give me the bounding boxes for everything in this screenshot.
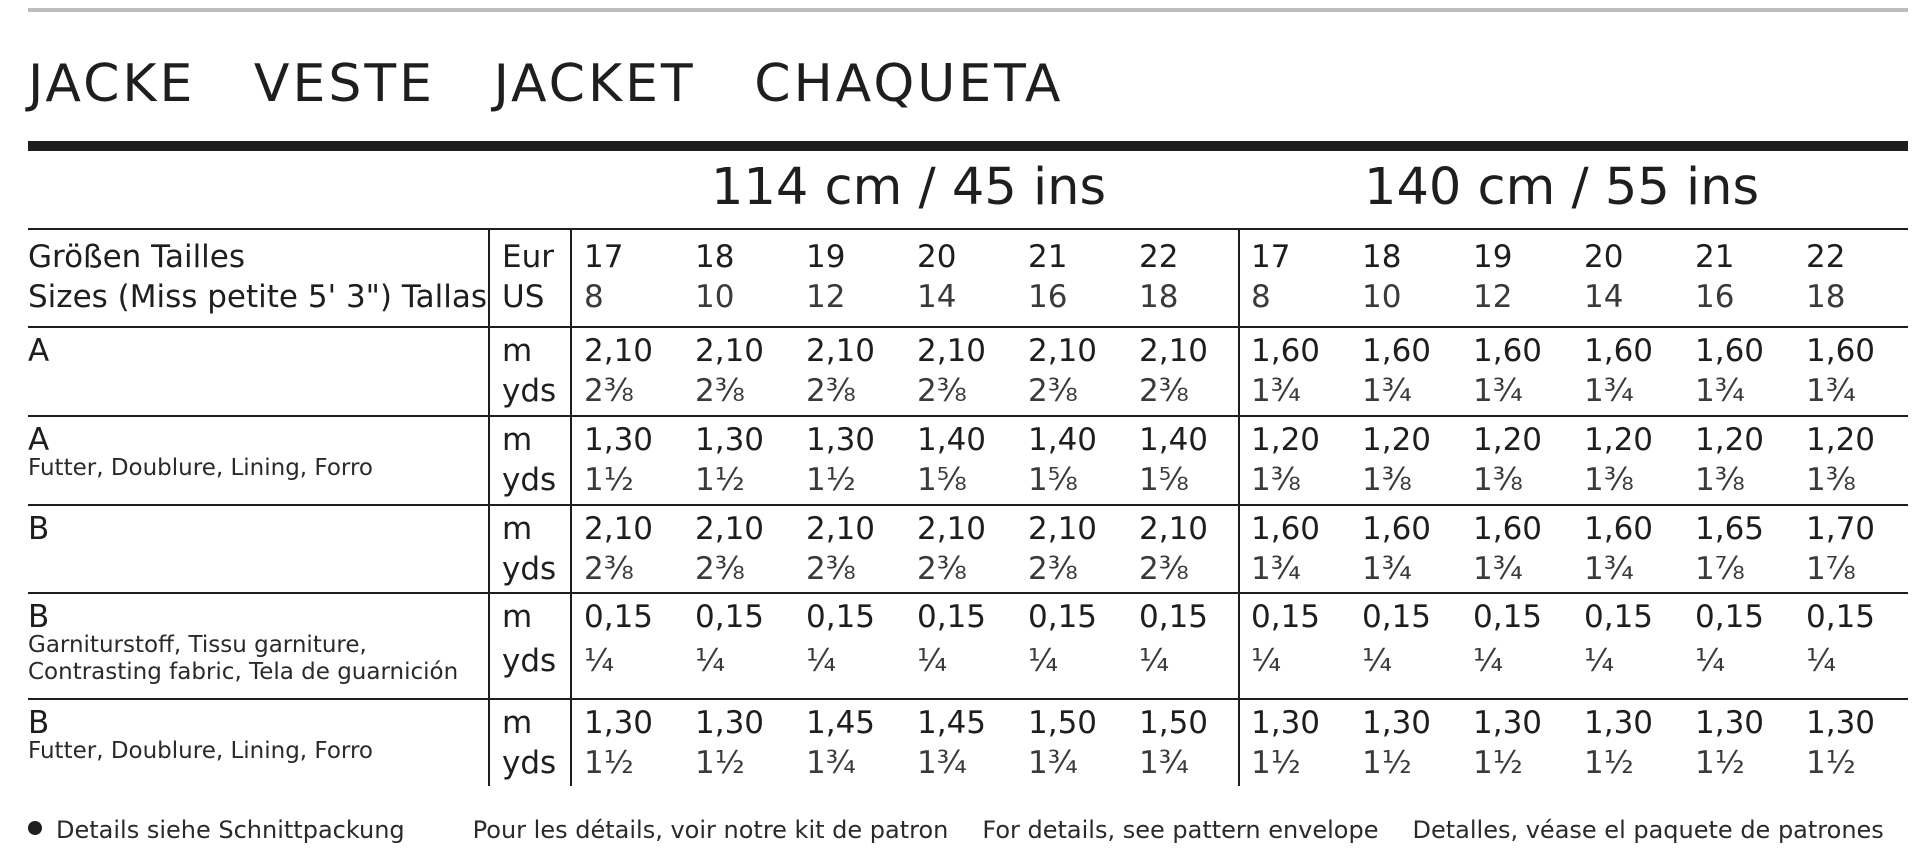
yards-value-cell: 1⅝: [917, 462, 967, 498]
metric-value-cell: 1,65: [1695, 511, 1765, 547]
us-size-cell: 14: [917, 279, 957, 315]
metric-value-cell: 1,20: [1695, 422, 1765, 458]
column-divider: [488, 228, 490, 786]
metric-value-cell: 1,20: [1584, 422, 1654, 458]
unit-m-label: m: [502, 333, 533, 369]
metric-value-cell: 1,60: [1473, 511, 1543, 547]
metric-value-cell: 1,70: [1806, 511, 1876, 547]
metric-value-cell: 1,20: [1806, 422, 1876, 458]
yards-value-cell: 1½: [1806, 745, 1856, 781]
metric-value-cell: 1,60: [1584, 511, 1654, 547]
metric-value-cell: 1,30: [695, 422, 765, 458]
table-rule: [28, 228, 1908, 230]
yards-value-cell: 1⅜: [1584, 462, 1634, 498]
footer-de: Details siehe Schnittpackung: [56, 816, 405, 844]
metric-value-cell: 2,10: [1139, 511, 1209, 547]
metric-value-cell: 1,30: [806, 422, 876, 458]
unit-yds-label: yds: [502, 745, 557, 781]
yards-value-cell: ¼: [806, 643, 837, 679]
table-rule: [28, 415, 1908, 417]
yards-value-cell: ¼: [1584, 643, 1615, 679]
us-size-cell: 12: [1473, 279, 1513, 315]
us-size-cell: 10: [695, 279, 735, 315]
yards-value-cell: 1⅝: [1028, 462, 1078, 498]
yards-value-cell: 1¾: [1139, 745, 1189, 781]
yards-value-cell: 2⅜: [806, 373, 856, 409]
yards-value-cell: 1⅞: [1806, 551, 1856, 587]
yards-value-cell: 1¾: [1584, 551, 1634, 587]
yards-value-cell: 2⅜: [584, 551, 634, 587]
unit-yds-label: yds: [502, 643, 557, 679]
metric-value-cell: 0,15: [1139, 599, 1209, 635]
unit-yds-label: yds: [502, 462, 557, 498]
yards-value-cell: 1⅜: [1806, 462, 1856, 498]
width-header-140: 140 cm / 55 ins: [1364, 158, 1760, 217]
us-size-cell: 14: [1584, 279, 1624, 315]
yards-value-cell: 2⅜: [1028, 551, 1078, 587]
yards-value-cell: 1¾: [1584, 373, 1634, 409]
metric-value-cell: 0,15: [1584, 599, 1654, 635]
yards-value-cell: 1¾: [917, 745, 967, 781]
metric-value-cell: 1,30: [695, 705, 765, 741]
yards-value-cell: 1⅜: [1251, 462, 1301, 498]
metric-value-cell: 1,50: [1028, 705, 1098, 741]
yards-value-cell: ¼: [1695, 643, 1726, 679]
yards-value-cell: 1½: [1473, 745, 1523, 781]
metric-value-cell: 1,30: [584, 422, 654, 458]
table-rule: [28, 592, 1908, 594]
yards-value-cell: 1½: [695, 462, 745, 498]
metric-value-cell: 0,15: [584, 599, 654, 635]
yards-value-cell: ¼: [1362, 643, 1393, 679]
column-divider: [1238, 228, 1240, 786]
metric-value-cell: 0,15: [1695, 599, 1765, 635]
eur-size-cell: 21: [1028, 239, 1068, 275]
metric-value-cell: 2,10: [584, 333, 654, 369]
metric-value-cell: 2,10: [695, 333, 765, 369]
view-label: B: [28, 705, 50, 741]
fabric-description-line2: Contrasting fabric, Tela de guarnición: [28, 659, 459, 685]
table-rule: [28, 326, 1908, 328]
yards-value-cell: 1½: [1584, 745, 1634, 781]
eur-size-cell: 18: [1362, 239, 1402, 275]
view-label: A: [28, 333, 50, 369]
metric-value-cell: 2,10: [917, 511, 987, 547]
eur-label: Eur: [502, 239, 554, 275]
yards-value-cell: 1¾: [1695, 373, 1745, 409]
yards-value-cell: ¼: [1028, 643, 1059, 679]
us-size-cell: 16: [1695, 279, 1735, 315]
yards-value-cell: 2⅜: [917, 551, 967, 587]
yards-value-cell: ¼: [695, 643, 726, 679]
yards-value-cell: 1½: [1362, 745, 1412, 781]
metric-value-cell: 2,10: [917, 333, 987, 369]
unit-m-label: m: [502, 422, 533, 458]
metric-value-cell: 0,15: [1028, 599, 1098, 635]
yards-value-cell: 2⅜: [584, 373, 634, 409]
metric-value-cell: 1,50: [1139, 705, 1209, 741]
yards-value-cell: ¼: [1473, 643, 1504, 679]
yards-value-cell: 2⅜: [695, 373, 745, 409]
metric-value-cell: 1,45: [806, 705, 876, 741]
unit-yds-label: yds: [502, 373, 557, 409]
width-header-114: 114 cm / 45 ins: [711, 158, 1107, 217]
eur-size-cell: 17: [584, 239, 624, 275]
yards-value-cell: 1¾: [806, 745, 856, 781]
metric-value-cell: 1,60: [1806, 333, 1876, 369]
metric-value-cell: 2,10: [1028, 511, 1098, 547]
yards-value-cell: 1⅜: [1473, 462, 1523, 498]
unit-m-label: m: [502, 705, 533, 741]
metric-value-cell: 1,60: [1362, 333, 1432, 369]
yards-value-cell: ¼: [1139, 643, 1170, 679]
view-label: A: [28, 422, 50, 458]
metric-value-cell: 0,15: [1251, 599, 1321, 635]
table-rule: [28, 698, 1908, 700]
metric-value-cell: 2,10: [584, 511, 654, 547]
yards-value-cell: 2⅜: [1028, 373, 1078, 409]
yards-value-cell: 1¾: [1473, 373, 1523, 409]
yards-value-cell: 1½: [584, 745, 634, 781]
metric-value-cell: 1,60: [1584, 333, 1654, 369]
us-size-cell: 18: [1139, 279, 1179, 315]
bullet-icon: [28, 821, 42, 835]
yards-value-cell: 1½: [806, 462, 856, 498]
metric-value-cell: 1,40: [1028, 422, 1098, 458]
yards-value-cell: 1¾: [1251, 551, 1301, 587]
metric-value-cell: 1,40: [917, 422, 987, 458]
footer-note: [28, 816, 1918, 844]
metric-value-cell: 2,10: [695, 511, 765, 547]
metric-value-cell: 1,20: [1362, 422, 1432, 458]
yards-value-cell: 2⅜: [695, 551, 745, 587]
yards-value-cell: ¼: [917, 643, 948, 679]
us-size-cell: 12: [806, 279, 846, 315]
metric-value-cell: 1,60: [1473, 333, 1543, 369]
metric-value-cell: 2,10: [806, 333, 876, 369]
yards-value-cell: 1¾: [1028, 745, 1078, 781]
fabric-description: Futter, Doublure, Lining, Forro: [28, 455, 373, 481]
metric-value-cell: 1,30: [1251, 705, 1321, 741]
yards-value-cell: 1¾: [1473, 551, 1523, 587]
table-rule: [28, 504, 1908, 506]
metric-value-cell: 1,30: [1584, 705, 1654, 741]
fabric-description: Garniturstoff, Tissu garniture,: [28, 632, 367, 658]
yards-value-cell: 1¾: [1362, 551, 1412, 587]
us-size-cell: 8: [584, 279, 604, 315]
unit-m-label: m: [502, 511, 533, 547]
metric-value-cell: 1,30: [1362, 705, 1432, 741]
yards-value-cell: 1⅞: [1695, 551, 1745, 587]
footer-es: Detalles, véase el paquete de patrones: [1412, 816, 1884, 844]
footer-fr: Pour les détails, voir notre kit de patron: [472, 816, 949, 844]
eur-size-cell: 18: [695, 239, 735, 275]
eur-size-cell: 22: [1139, 239, 1179, 275]
yards-value-cell: 2⅜: [1139, 551, 1189, 587]
metric-value-cell: 1,45: [917, 705, 987, 741]
us-size-cell: 16: [1028, 279, 1068, 315]
yards-value-cell: 1½: [695, 745, 745, 781]
metric-value-cell: 0,15: [695, 599, 765, 635]
yards-value-cell: 1½: [1251, 745, 1301, 781]
metric-value-cell: 1,30: [1473, 705, 1543, 741]
metric-value-cell: 0,15: [1473, 599, 1543, 635]
metric-value-cell: 1,30: [1806, 705, 1876, 741]
view-label: B: [28, 511, 50, 547]
view-label: B: [28, 599, 50, 635]
title-rule: [28, 141, 1908, 151]
metric-value-cell: 2,10: [806, 511, 876, 547]
page-title: JACKE VESTE JACKET CHAQUETA: [28, 54, 1064, 114]
metric-value-cell: 1,60: [1695, 333, 1765, 369]
yards-value-cell: ¼: [584, 643, 615, 679]
yards-value-cell: 2⅜: [1139, 373, 1189, 409]
metric-value-cell: 0,15: [806, 599, 876, 635]
metric-value-cell: 1,30: [1695, 705, 1765, 741]
us-label: US: [502, 279, 545, 315]
yards-value-cell: ¼: [1251, 643, 1282, 679]
metric-value-cell: 1,40: [1139, 422, 1209, 458]
eur-size-cell: 20: [917, 239, 957, 275]
eur-size-cell: 17: [1251, 239, 1291, 275]
fabric-description: Futter, Doublure, Lining, Forro: [28, 738, 373, 764]
yards-value-cell: 1⅜: [1362, 462, 1412, 498]
metric-value-cell: 0,15: [917, 599, 987, 635]
eur-size-cell: 22: [1806, 239, 1846, 275]
yards-value-cell: 1¾: [1251, 373, 1301, 409]
unit-m-label: m: [502, 599, 533, 635]
footer-en: For details, see pattern envelope: [982, 816, 1379, 844]
metric-value-cell: 1,60: [1251, 511, 1321, 547]
us-size-cell: 10: [1362, 279, 1402, 315]
size-label-line1: Größen Tailles: [28, 239, 246, 275]
unit-yds-label: yds: [502, 551, 557, 587]
metric-value-cell: 1,60: [1362, 511, 1432, 547]
yards-value-cell: 1¾: [1362, 373, 1412, 409]
yards-value-cell: 1⅝: [1139, 462, 1189, 498]
us-size-cell: 8: [1251, 279, 1271, 315]
metric-value-cell: 0,15: [1806, 599, 1876, 635]
column-divider: [570, 228, 572, 786]
yards-value-cell: 2⅜: [917, 373, 967, 409]
metric-value-cell: 2,10: [1028, 333, 1098, 369]
metric-value-cell: 2,10: [1139, 333, 1209, 369]
eur-size-cell: 20: [1584, 239, 1624, 275]
metric-value-cell: 1,20: [1251, 422, 1321, 458]
yards-value-cell: 1½: [584, 462, 634, 498]
metric-value-cell: 0,15: [1362, 599, 1432, 635]
metric-value-cell: 1,60: [1251, 333, 1321, 369]
eur-size-cell: 19: [1473, 239, 1513, 275]
eur-size-cell: 21: [1695, 239, 1735, 275]
yards-value-cell: ¼: [1806, 643, 1837, 679]
size-label-line2: Sizes (Miss petite 5' 3") Tallas: [28, 279, 488, 315]
yards-value-cell: 1¾: [1806, 373, 1856, 409]
yards-value-cell: 1½: [1695, 745, 1745, 781]
metric-value-cell: 1,20: [1473, 422, 1543, 458]
eur-size-cell: 19: [806, 239, 846, 275]
us-size-cell: 18: [1806, 279, 1846, 315]
metric-value-cell: 1,30: [584, 705, 654, 741]
yards-value-cell: 2⅜: [806, 551, 856, 587]
top-rule: [28, 8, 1908, 12]
yards-value-cell: 1⅜: [1695, 462, 1745, 498]
